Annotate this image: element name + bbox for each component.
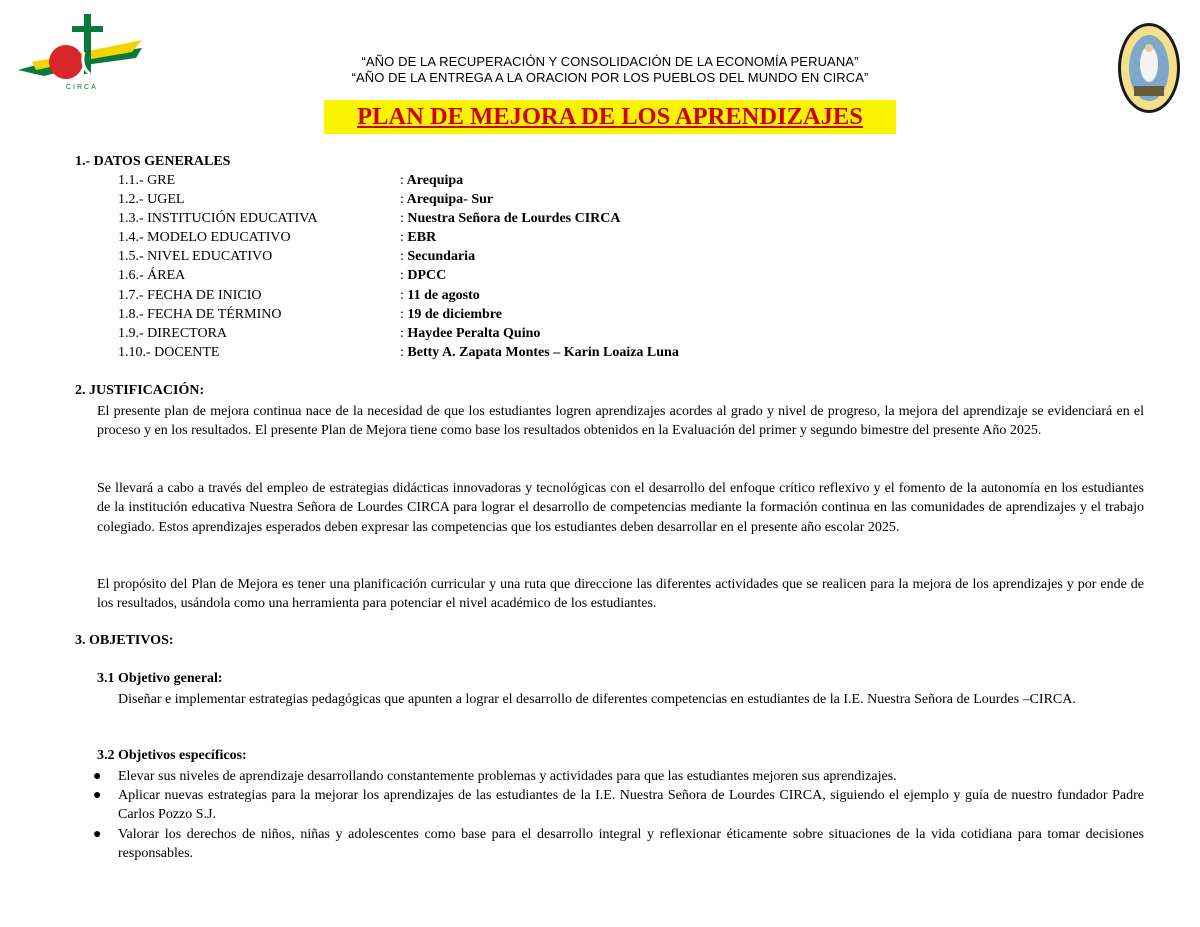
section-heading-objetivos: 3. OBJETIVOS: (75, 633, 174, 648)
data-value: : Nuestra Señora de Lourdes CIRCA (400, 211, 621, 226)
bullet-icon: ● (93, 827, 102, 842)
data-value: : Betty A. Zapata Montes – Karin Loaiza Luna (400, 345, 679, 360)
section-heading-datos: 1.- DATOS GENERALES (75, 154, 231, 169)
logo-text: CIRCA (66, 84, 98, 91)
data-value: : EBR (400, 230, 437, 245)
objetivo-general-heading: 3.1 Objetivo general: (97, 671, 223, 686)
data-label: 1.7.- FECHA DE INICIO (118, 288, 262, 303)
data-label: 1.6.- ÁREA (118, 268, 186, 283)
data-label: 1.4.- MODELO EDUCATIVO (118, 230, 291, 245)
data-value: : Haydee Peralta Quino (400, 326, 541, 341)
data-label: 1.10.- DOCENTE (118, 345, 220, 360)
data-value: : 11 de agosto (400, 288, 480, 303)
section-heading-justificacion: 2. JUSTIFICACIÓN: (75, 383, 205, 398)
data-label: 1.5.- NIVEL EDUCATIVO (118, 249, 273, 264)
data-value: : DPCC (400, 268, 447, 283)
data-label: 1.9.- DIRECTORA (118, 326, 228, 341)
justificacion-paragraph-2: Se llevará a cabo a través del empleo de estrategias didácticas innovadoras y tecnológicas con el desarrollo del enfoque crítico reflexivo y el fomento de la autonomía en los estudiantes de la institución educativa Nuestra Señora de Lourdes CIRCA para lograr el desarrollo de competencias mediante la formación continua en las comunidades de aprendizajes y el trabajo colegiado. Estos aprendizajes esperados deben expresar las competencias que los estudiantes deben desarrollar en el presente año escolar 2025. (97, 481, 1144, 535)
justificacion-paragraph-1: El presente plan de mejora continua nace de la necesidad de que los estudiantes logren aprendizajes acordes al grado y nivel de progreso, la mejora del aprendizaje se evidenciará en el proceso y en los resultados. El presente Plan de Mejora tiene como base los resultados obtenidos en la Evaluación del primer y segundo bimestre del presente Año 2025. (97, 404, 1144, 439)
data-label: 1.3.- INSTITUCIÓN EDUCATIVA (118, 211, 318, 226)
bullet-icon: ● (93, 769, 102, 784)
motto-line-1: “AÑO DE LA RECUPERACIÓN Y CONSOLIDACIÓN DE LA ECONOMÍA PERUANA” (361, 54, 859, 69)
data-label: 1.1.- GRE (118, 173, 176, 188)
data-label: 1.2.- UGEL (118, 192, 185, 207)
bullet-icon: ● (93, 788, 102, 803)
motto-line-2: “AÑO DE LA ENTREGA A LA ORACION POR LOS PUEBLOS DEL MUNDO EN CIRCA” (351, 70, 869, 85)
objetivos-especificos-heading: 3.2 Objetivos específicos: (97, 748, 247, 763)
data-label: 1.8.- FECHA DE TÉRMINO (118, 307, 282, 322)
objetivo-general-text: Diseñar e implementar estrategias pedagógicas que apunten a lograr el desarrollo de diferentes competencias en estudiantes de la I.E. Nuestra Señora de Lourdes –CIRCA. (118, 692, 1076, 707)
data-value: : Arequipa- Sur (400, 192, 494, 207)
list-item-text: Elevar sus niveles de aprendizaje desarrollando constantemente problemas y actividades para que las estudiantes mejoren sus aprendizajes. (118, 769, 897, 784)
list-item-text: Valorar los derechos de niños, niñas y adolescentes como base para el desarrollo integral y reflexionar éticamente sobre situaciones de la vida cotidiana para tomar decisiones responsables. (118, 827, 1144, 862)
data-value: : Arequipa (400, 173, 464, 188)
document-title: PLAN DE MEJORA DE LOS APRENDIZAJES (357, 103, 863, 130)
list-item-text: Aplicar nuevas estrategias para la mejorar los aprendizajes de las estudiantes de la I.E. Nuestra Señora de Lourdes CIRCA, siguiendo el ejemplo y guía de nuestro fundador Padre Carlos Pozzo S.J. (118, 788, 1144, 823)
data-value: : 19 de diciembre (400, 307, 503, 322)
data-value: : Secundaria (400, 249, 476, 264)
justificacion-paragraph-3: El propósito del Plan de Mejora es tener una planificación curricular y una ruta que direccione las diferentes actividades que se realicen para la mejora de los aprendizajes y por ende de los resultados, usándola como una herramienta para potenciar el nivel académico de los estudiantes. (97, 577, 1144, 612)
